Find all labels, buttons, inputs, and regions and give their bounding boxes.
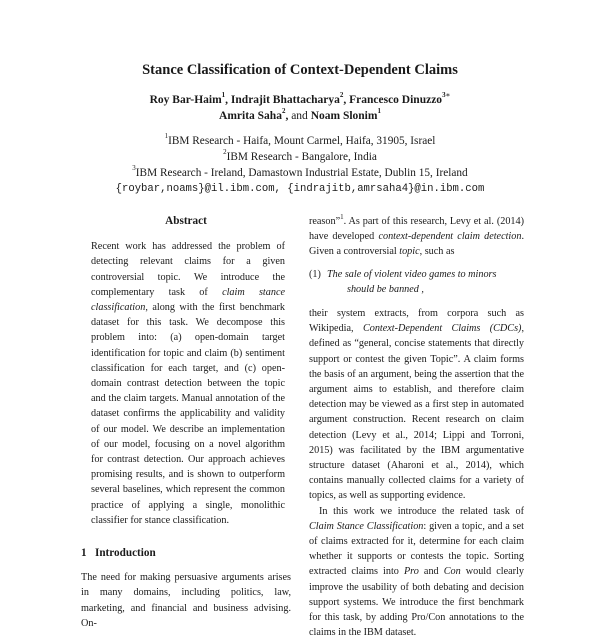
author-affiliation-mark: 3∗ [442, 91, 451, 100]
affiliation-text: IBM Research - Ireland, Damastown Industrial Estate, Dublin 15, Ireland [135, 167, 468, 179]
example-line: should be banned , [347, 283, 424, 295]
author-affiliation-mark: 1 [377, 107, 381, 116]
author-affiliation-mark: 2 [339, 91, 344, 100]
body-text: would clearly improve the usability of both debating and decision support systems. We introduce the first benchmark for this task, by adding Pro/Con annotations to the claims in the IBM dataset. [309, 566, 524, 639]
author-conjunction: and [291, 110, 308, 122]
body-emphasis: Con [443, 566, 461, 578]
body-paragraph [309, 306, 524, 504]
author-list [0, 92, 600, 124]
body-text: : given a topic, and a set of claims extracted for it, determine for each claim whether it supports or contests the topic. Sorting extracted claims into [309, 520, 524, 578]
abstract-body [81, 239, 291, 528]
body-emphasis: Context-Dependent Claims (CDCs) [362, 323, 522, 335]
example-number: (1) [309, 268, 321, 280]
body-text: , defined as “general, concise statements that directly support or contest the given Topic”. A claim forms the basis of an argument, being the assertion that the argument aims to establish, and therefore claim detection may be viewed as a first step in automated argument construction. Recent research on claim detection (Levy et al., 2014; Lippi and Torroni, 2015) was facilitated by the IBM argumentative structure dataset (Aharoni et al., 2014), which contains manually collected claims for a variety of topics, as well as supporting evidence. [309, 323, 524, 502]
author-line-1: Roy Bar-Haim$^1$, Indrajit Bhattacharya$^2$, Francesco Dinuzzo$^{3∗}$ [149, 91, 451, 106]
affiliation [0, 165, 600, 181]
affiliation-list [0, 133, 600, 197]
affiliation [0, 149, 600, 165]
body-emphasis: topic [399, 246, 420, 258]
body-emphasis: Claim Stance Classification [309, 520, 424, 532]
abstract-text: Recent work has addressed the problem of detecting relevant claims for a given controversial topic. We introduce the complementary task of [91, 241, 285, 298]
author-name: Francesco Dinuzzo [349, 94, 443, 106]
body-text: , such as [419, 246, 455, 258]
body-emphasis: context-dependent claim detection [378, 231, 522, 243]
affiliation-mark: 2 [223, 148, 227, 157]
body-text: . Given a controversial [309, 231, 524, 258]
author-name: Indrajit Bhattacharya [230, 94, 340, 106]
example-sentence [309, 267, 524, 297]
affiliation-text: IBM Research - Haifa, Mount Carmel, Haifa, 31905, Israel [168, 135, 436, 147]
body-text: . As part of this research, Levy et al. (2014) have developed [309, 216, 524, 243]
author-affiliation-mark: 2 [281, 107, 286, 116]
author-affiliation-mark: 1 [221, 91, 226, 100]
affiliation-mark: 3 [132, 164, 136, 173]
intro-paragraph: The need for making persuasive arguments arises in many domains, including politics, law, marketing, and financial and business advising. On- [81, 572, 291, 629]
author-name: Noam Slonim [310, 110, 378, 122]
right-column [309, 214, 524, 640]
paper-title: Stance Classification of Context-Dependent Claims [142, 62, 458, 78]
body-text: and [418, 566, 444, 578]
affiliation [0, 133, 600, 149]
section-title: Introduction [94, 547, 156, 560]
abstract-paragraph [91, 239, 285, 528]
example-text [327, 267, 497, 297]
body-text: reason” [309, 216, 341, 227]
author-name: Roy Bar-Haim [149, 94, 222, 106]
left-column [81, 214, 291, 631]
body-text: their system extracts, from corpora such as Wikipedia, [309, 308, 524, 335]
body-paragraph [309, 214, 524, 260]
affiliation-text: IBM Research - Bangalore, India [226, 151, 377, 163]
body-emphasis: Pro [403, 566, 419, 578]
body-paragraph [309, 504, 524, 640]
abstract-text: , along with the first benchmark dataset for this task. We decompose this problem into: (a) open-domain target identification for topic and claim (b) sentiment classification for each target, and (c) open-domain contrast detection between the topic and the claim targets. Manual annotation of the dataset confirms the applicability and validity of our model. We describe an implementation of our model, focusing on a novel algorithm for contrast detection. Our approach achieves promising results, and is shown to outperform several baselines, which represent the common practice of applying a single, monolithic classifier for stance classification. [91, 302, 285, 526]
abstract-emphasis: claim stance classification [91, 286, 285, 314]
author-emails: {roybar,noams}@il.ibm.com, {indrajitb,amrsaha4}@in.ibm.com [115, 183, 485, 195]
affiliation-mark: 1 [164, 132, 169, 141]
abstract-heading: Abstract [165, 215, 207, 227]
section-heading [81, 546, 291, 561]
section-number: 1 [81, 547, 87, 560]
body-text: In this work we introduce the related task of [319, 505, 524, 517]
example-line: The sale of violent video games to minors [327, 268, 497, 280]
footnote-mark: 1 [340, 212, 344, 221]
author-name: Amrita Saha [219, 110, 282, 122]
author-line-2: Amrita Saha$^2$, and Noam Slonim$^1$ [219, 107, 381, 122]
